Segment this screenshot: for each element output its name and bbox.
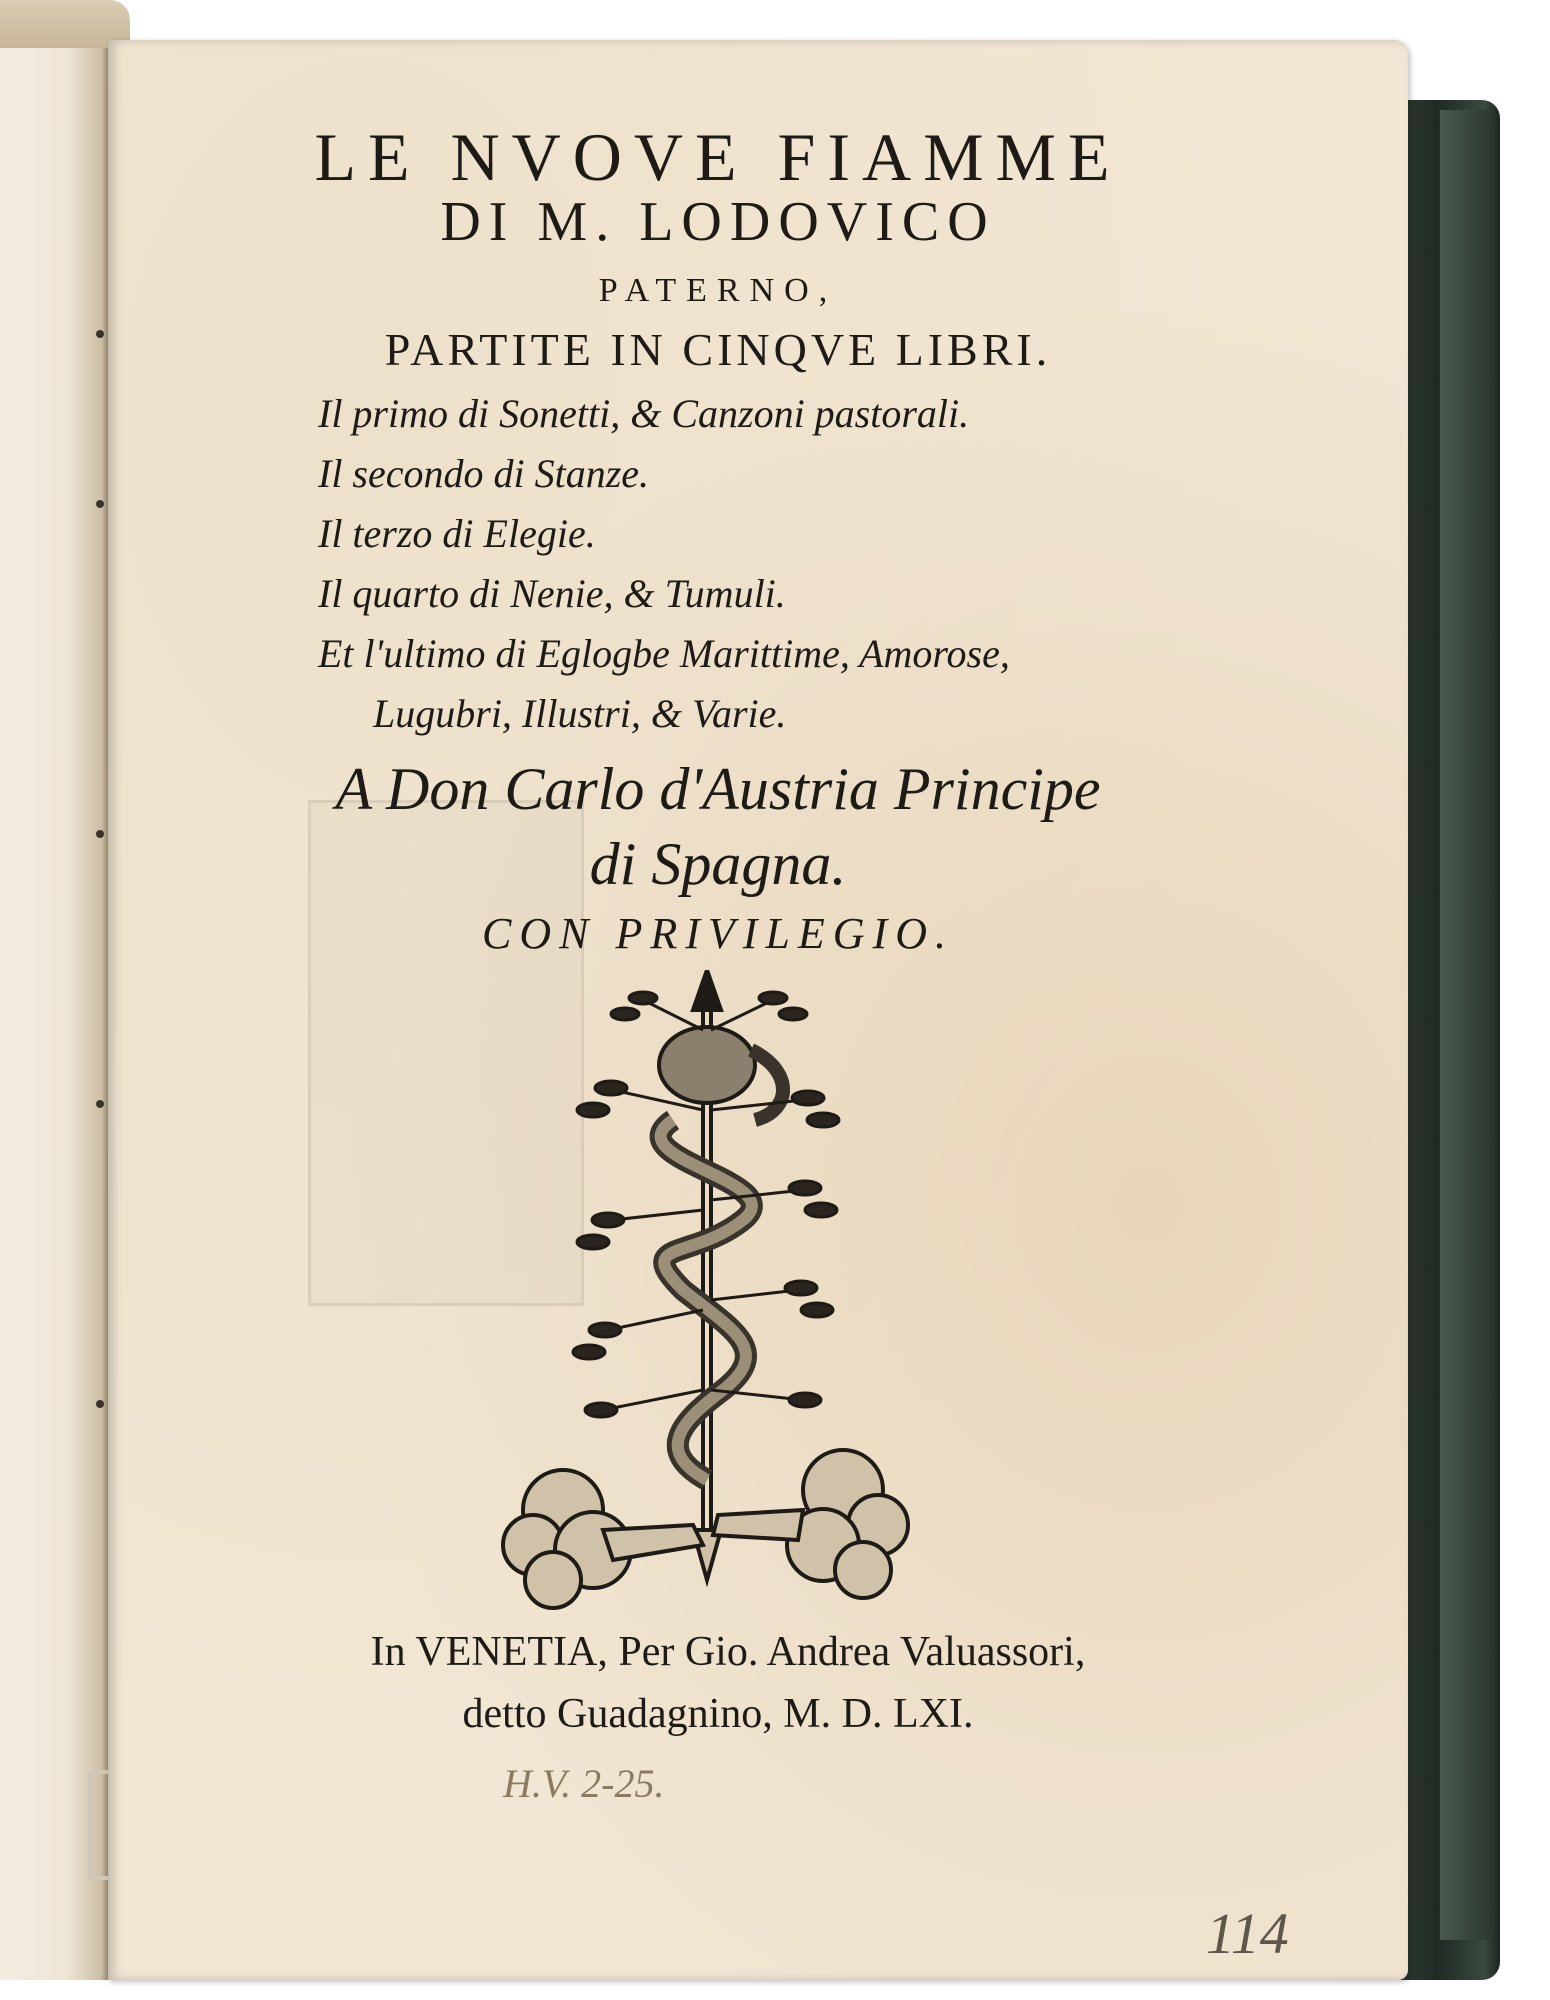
folio-number: 114 bbox=[1206, 1901, 1289, 1966]
stitch-dot bbox=[96, 500, 104, 508]
handwritten-shelfmark: H.V. 2-25. bbox=[503, 1761, 665, 1806]
stitch-dot bbox=[96, 1400, 104, 1408]
title-line-3: PATERNO, bbox=[598, 272, 838, 309]
title-line-2: DI M. LODOVICO bbox=[440, 191, 996, 253]
privilege-line: CON PRIVILEGIO. bbox=[482, 909, 954, 958]
stitch-dot bbox=[96, 1100, 104, 1108]
imprint-line-2: detto Guadagnino, M. D. LXI. bbox=[462, 1691, 974, 1737]
title-page bbox=[108, 40, 1408, 1980]
contents-line: Lugubri, Illustri, & Varie. bbox=[373, 691, 787, 736]
contents-line: Il primo di Sonetti, & Canzoni pastorali. bbox=[318, 391, 970, 436]
contents-line: Et l'ultimo di Eglogbe Marittime, Amorose, bbox=[318, 631, 1010, 676]
book-cover-edge bbox=[1440, 110, 1495, 1940]
title-line-1: LE NVOVE FIAMME bbox=[314, 119, 1122, 195]
dedication-line-1: A Don Carlo d'Austria Principe bbox=[335, 756, 1101, 822]
contents-line: Il secondo di Stanze. bbox=[318, 451, 650, 496]
contents-line: Il terzo di Elegie. bbox=[318, 511, 596, 556]
title-line-4: PARTITE IN CINQVE LIBRI. bbox=[384, 324, 1052, 375]
caduceus-serpent-emblem-icon bbox=[493, 970, 913, 1610]
contents-line: Il quarto di Nenie, & Tumuli. bbox=[318, 571, 786, 616]
dedication-line-2: di Spagna. bbox=[589, 831, 847, 897]
imprint-line-1: In VENETIA, Per Gio. Andrea Valuassori, bbox=[370, 1629, 1086, 1675]
